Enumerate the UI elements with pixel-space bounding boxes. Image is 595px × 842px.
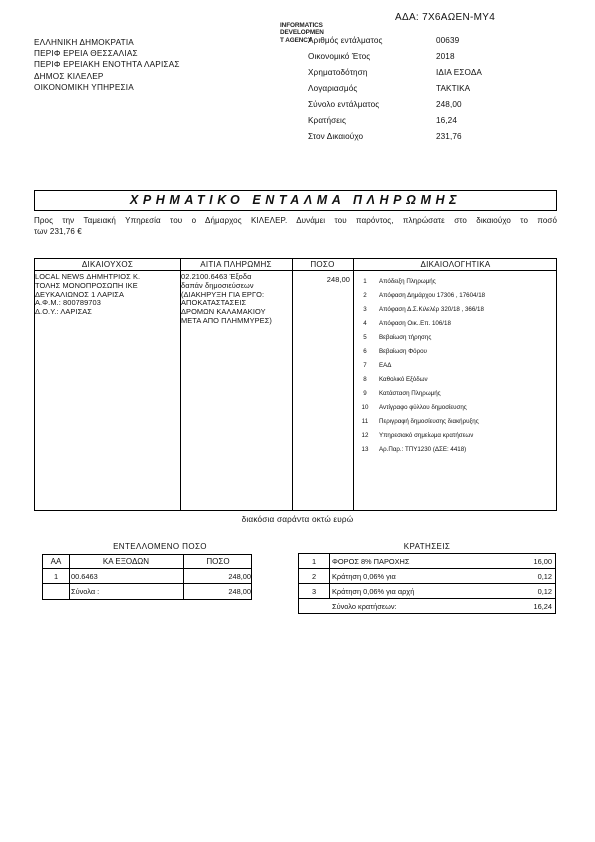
doc-title: Υπηρεσιακό σημείωμα κρατήσεων xyxy=(379,432,474,439)
doc-title: Απόφαση Δ.Σ.Κιλελέρ 320/18 , 366/18 xyxy=(379,306,484,313)
doc-number: 2 xyxy=(363,292,367,299)
meta-value: 2018 xyxy=(436,52,455,61)
doc-number: 5 xyxy=(363,334,367,341)
list-item xyxy=(358,334,553,348)
deduction-value: 0,12 xyxy=(537,587,552,596)
reason-line: (ΔΙΑΚΗΡΥΞΗ ΓΙΑ ΕΡΓΟ: xyxy=(181,289,265,299)
deduction-value: 0,12 xyxy=(537,572,552,581)
meta-value: 00639 xyxy=(436,36,460,45)
payment-instruction xyxy=(34,215,557,237)
instruction-line: Προς την Ταμειακή Υπηρεσία του ο Δήμαρχος ΚΙΛΕΛΕΡ. Δυνάμει του παρόντος, πληρώσατε στο δικαιούχο το ποσό xyxy=(34,216,557,225)
deduction-label: Κράτηση 0,06% για αρχή xyxy=(332,587,415,596)
deduction-label: ΦΟΡΟΣ 8% ΠΑΡΟΧΗΣ xyxy=(332,557,410,566)
list-item xyxy=(358,376,553,390)
doc-number: 12 xyxy=(361,432,369,439)
header-ka: ΚΑ ΕΞΟΔΩΝ xyxy=(102,557,150,566)
meta-label: Οικονομικό Έτος xyxy=(308,52,371,61)
doc-number: 7 xyxy=(363,362,367,369)
meta-value: ΙΔΙΑ ΕΣΟΔΑ xyxy=(436,68,482,77)
doc-number: 10 xyxy=(361,404,369,411)
deductions-title: ΚΡΑΤΗΣΕΙΣ xyxy=(403,542,451,551)
doc-number: 6 xyxy=(363,348,367,355)
doc-title: Βεβαίωση Φόρου xyxy=(379,348,427,355)
reason-cell xyxy=(181,273,272,326)
deduction-number: 2 xyxy=(311,572,317,581)
doc-number: 3 xyxy=(363,306,367,313)
header-beneficiary: ΔΙΚΑΙΟΥΧΟΣ xyxy=(81,260,134,269)
doc-title: Απόφαση Δημάρχου 17306 , 17604/18 xyxy=(379,292,486,299)
deduction-number: 1 xyxy=(311,557,317,566)
list-item xyxy=(358,446,553,460)
doc-title: Απόδειξη Πληρωμής xyxy=(379,278,436,285)
meta-value: 231,76 xyxy=(436,132,462,141)
doc-number: 11 xyxy=(361,418,369,425)
meta-label: Κρατήσεις xyxy=(308,116,347,125)
issuer-line: ΔΗΜΟΣ ΚΙΛΕΛΕΡ xyxy=(34,71,104,81)
issuer-block xyxy=(34,37,180,93)
header-aa: ΑΑ xyxy=(50,557,62,566)
deduction-number: 3 xyxy=(311,587,317,596)
issuer-line: ΠΕΡΙΦ ΕΡΕΙΑ ΘΕΣΣΑΛΙΑΣ xyxy=(34,49,138,59)
row-rule xyxy=(299,598,555,599)
doc-title: Καθολικό Εξόδων xyxy=(379,376,428,383)
list-item xyxy=(358,292,553,306)
header-amount: ΠΟΣΟ xyxy=(206,557,230,566)
doc-number: 1 xyxy=(363,278,367,285)
row-aa: 1 xyxy=(53,572,59,581)
deductions-total: 16,24 xyxy=(533,602,552,611)
deductions-total-label: Σύνολο κρατήσεων: xyxy=(332,602,397,611)
deduction-value: 16,00 xyxy=(533,557,552,566)
amount-cell: 248,00 xyxy=(326,275,350,284)
reason-line: ΑΠΟΚΑΤΑΣΤΑΣΕΙΣ xyxy=(181,298,247,308)
ordered-amount-table xyxy=(42,554,252,600)
list-item xyxy=(358,404,553,418)
issuer-line: ΟΙΚΟΝΟΜΙΚΗ ΥΠΗΡΕΣΙΑ xyxy=(34,82,134,92)
list-item xyxy=(358,390,553,404)
column-divider xyxy=(353,259,354,510)
list-item xyxy=(358,348,553,362)
documents-list xyxy=(358,278,553,478)
watermark-line: T AGENCY xyxy=(280,36,312,44)
watermark-line: DEVELOPMEN xyxy=(280,29,324,37)
instruction-line: των 231,76 € xyxy=(34,227,82,236)
ada-code: ΑΔΑ: 7Χ6ΑΩΕΝ-ΜΥ4 xyxy=(395,12,496,23)
row-amount: 248,00 xyxy=(228,572,251,581)
header-documents: ΔΙΚΑΙΟΛΟΓΗΤΙΚΑ xyxy=(420,260,491,269)
beneficiary-line: ΤΟΛΗΣ ΜΟΝΟΠΡΟΣΩΠΗ ΙΚΕ xyxy=(35,280,138,290)
beneficiary-line: ΔΕΥΚΑΛΙΩΝΟΣ 1 ΛΑΡΙΣΑ xyxy=(35,289,124,299)
deductions-table xyxy=(298,553,556,614)
issuer-line: ΕΛΛΗΝΙΚΗ ΔΗΜΟΚΡΑΤΙΑ xyxy=(34,38,134,47)
meta-value: ΤΑΚΤΙΚΑ xyxy=(436,84,471,93)
column-divider xyxy=(329,554,330,598)
deduction-label: Κράτηση 0,06% για xyxy=(332,572,396,581)
list-item xyxy=(358,418,553,432)
beneficiary-line: LOCAL NEWS ΔΗΜΗΤΡΙΟΣ Κ. xyxy=(35,272,141,281)
list-item xyxy=(358,362,553,376)
reason-line: δαπάν δημοσιεύσεων xyxy=(181,280,254,290)
list-item xyxy=(358,306,553,320)
meta-label: Σύνολο εντάλματος xyxy=(308,100,380,109)
doc-number: 13 xyxy=(361,446,369,453)
list-item xyxy=(358,432,553,446)
doc-number: 9 xyxy=(363,390,367,397)
ordered-amount-title: ΕΝΤΕΛΛΟΜΕΝΟ ΠΟΣΟ xyxy=(113,542,207,551)
reason-line: 02.2100.6463 Έξοδα xyxy=(181,272,252,281)
header-amount: ΠΟΣΟ xyxy=(310,260,335,269)
row-rule xyxy=(299,583,555,584)
list-item xyxy=(358,278,553,292)
doc-title: Βεβαίωση τήρησης xyxy=(379,334,432,341)
column-divider xyxy=(292,259,293,510)
meta-value: 248,00 xyxy=(436,100,462,109)
doc-title: Αρ.Παρ.: ΤΠΥ1230 (ΔΣΕ: 4418) xyxy=(379,446,467,453)
doc-number: 4 xyxy=(363,320,367,327)
payment-table xyxy=(34,258,557,511)
meta-label: Χρηματοδότηση xyxy=(308,68,368,77)
row-rule xyxy=(43,583,251,584)
reason-line: ΜΕΤΑ ΑΠΟ ΠΛΗΜΜΥΡΕΣ) xyxy=(181,315,272,325)
issuer-line: ΠΕΡΙΦ ΕΡΕΙΑΚΗ ΕΝΟΤΗΤΑ ΛΑΡΙΣΑΣ xyxy=(34,60,180,70)
list-item xyxy=(358,320,553,334)
doc-title: Απόφαση Οικ..Επ. 106/18 xyxy=(379,320,451,327)
doc-title: Αντίγραφο φύλλου δημοσίευσης xyxy=(379,404,467,411)
row-rule xyxy=(299,568,555,569)
row-rule xyxy=(43,568,251,569)
total-label: Σύνολα : xyxy=(71,587,100,596)
meta-value: 16,24 xyxy=(436,116,457,125)
beneficiary-line: Δ.Ο.Υ.: ΛΑΡΙΣΑΣ xyxy=(35,307,92,317)
row-ka: 00.6463 xyxy=(71,572,98,581)
watermark-line: INFORMATICS xyxy=(280,22,323,29)
beneficiary-line: Α.Φ.Μ.: 800789703 xyxy=(35,298,101,308)
amount-in-words: διακόσια σαράντα οκτώ ευρώ xyxy=(241,515,354,524)
meta-label: Αριθμός εντάλματος xyxy=(308,36,383,45)
meta-label: Στον Δικαιούχο xyxy=(308,132,364,141)
doc-title: Κατάσταση Πληρωμής xyxy=(379,390,441,397)
document-title: ΧΡΗΜΑΤΙΚΟ ΕΝΤΑΛΜΑ ΠΛΗΡΩΜΗΣ xyxy=(34,190,557,211)
reason-line: ΔΡΟΜΩΝ ΚΑΛΑΜΑΚΙΟΥ xyxy=(181,307,266,317)
total-amount: 248,00 xyxy=(228,587,251,596)
doc-number: 8 xyxy=(363,376,367,383)
table-header-rule xyxy=(35,270,556,271)
header-reason: ΑΙΤΙΑ ΠΛΗΡΩΜΗΣ xyxy=(200,260,272,269)
beneficiary-cell xyxy=(35,273,140,317)
doc-title: ΕΑΔ xyxy=(379,362,392,369)
meta-label: Λογαριασμός xyxy=(308,84,358,93)
doc-title: Περιγραφή δημοσίευσης διακήρυξης xyxy=(379,418,479,425)
